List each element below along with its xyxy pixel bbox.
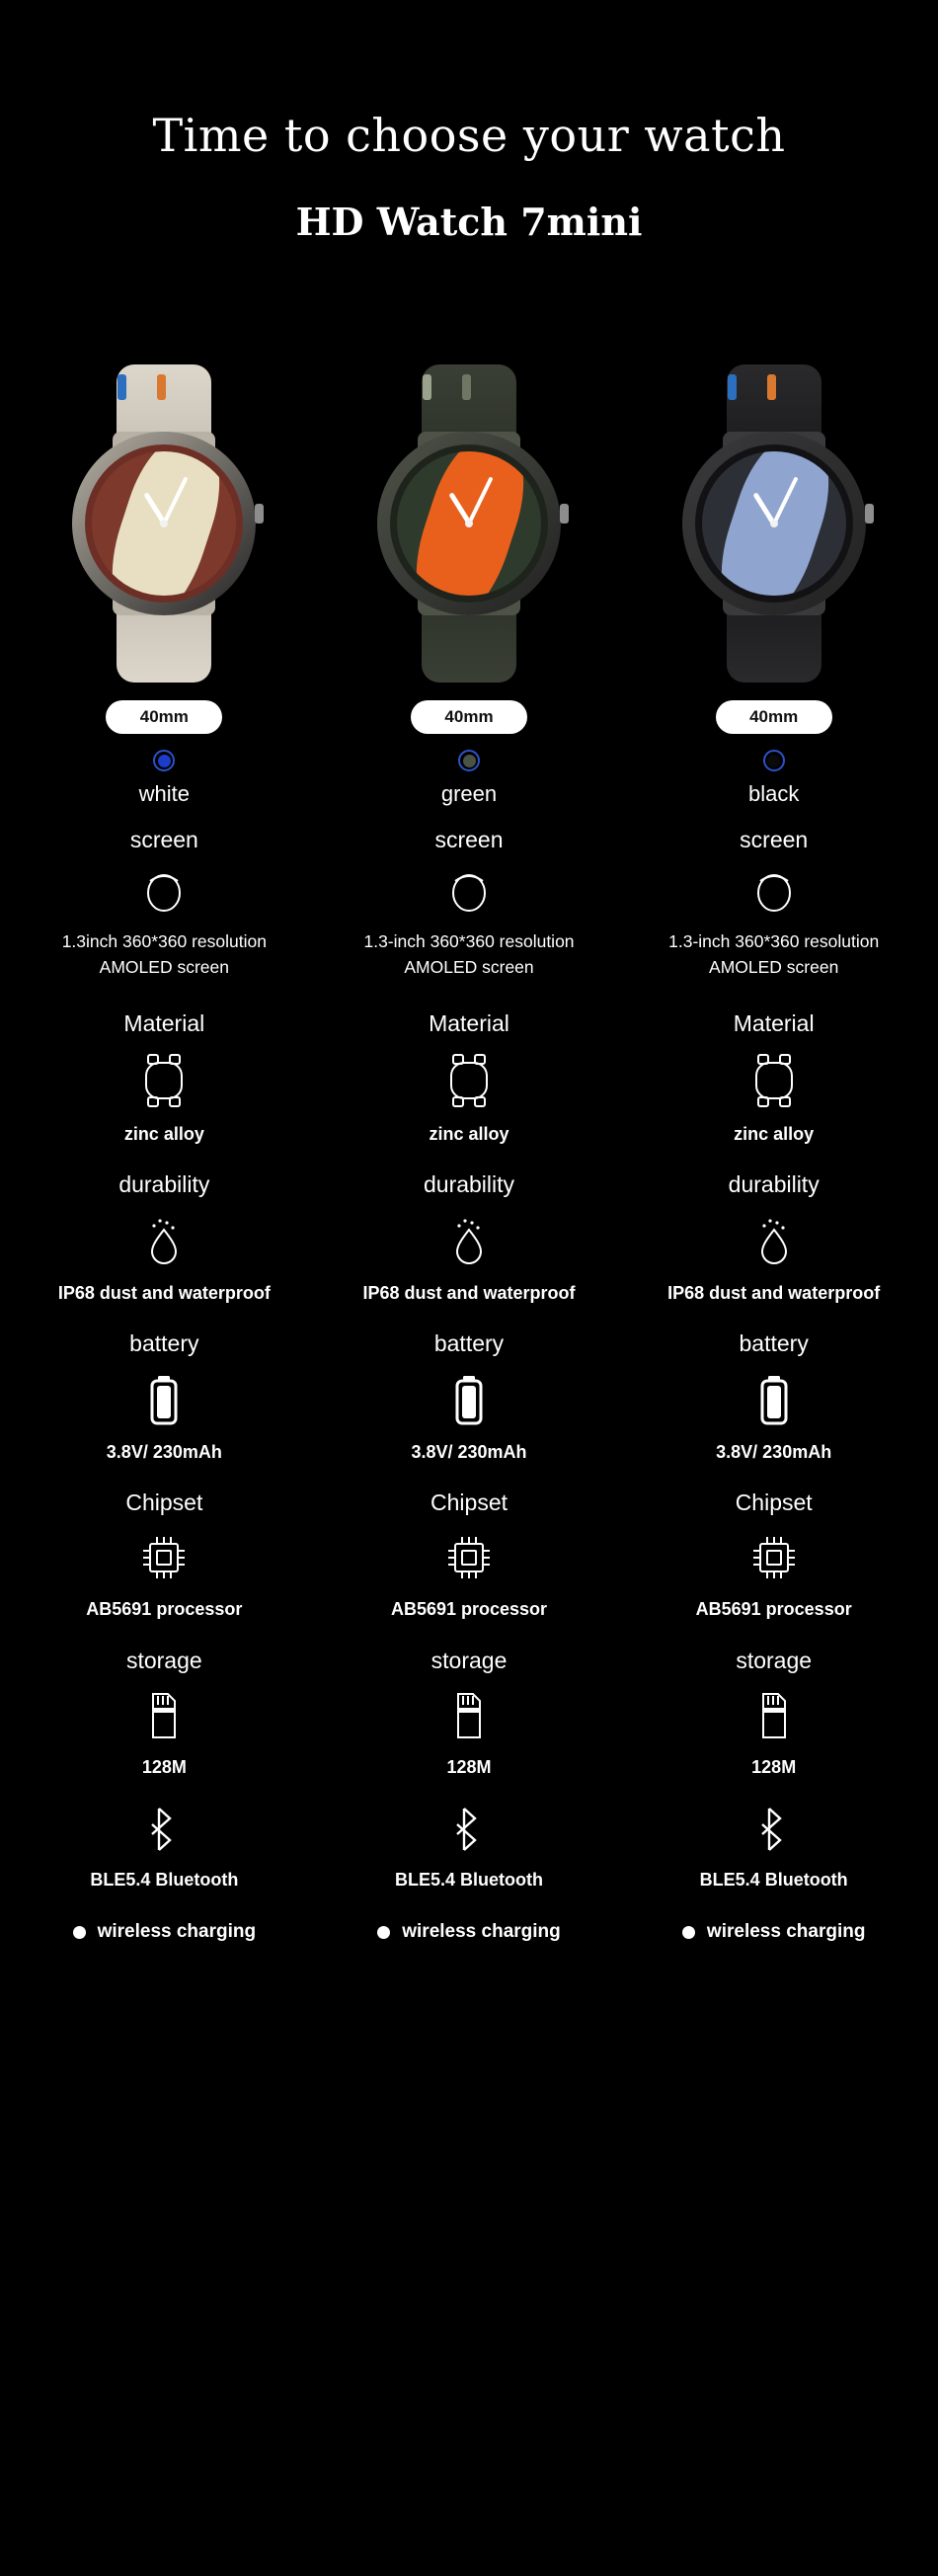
bluetooth-icon — [147, 1805, 181, 1854]
watch-case-icon — [443, 1053, 495, 1108]
variant-column-black — [621, 361, 926, 1982]
bullet-dot-icon — [377, 1926, 390, 1939]
durability-heading: durability — [728, 1170, 820, 1197]
product-name: HD Watch 7mini — [295, 200, 643, 244]
bluetooth-value: BLE5.4 Bluetooth — [699, 1869, 848, 1890]
chip-icon — [138, 1532, 190, 1583]
durability-heading: durability — [118, 1170, 210, 1197]
watch-image-white — [40, 361, 287, 686]
charging-value: wireless charging — [706, 1921, 866, 1943]
size-pill-green[interactable]: 40mm — [411, 700, 527, 734]
chipset-heading: Chipset — [735, 1489, 813, 1516]
page-title: Time to choose your watch — [152, 109, 786, 162]
storage-heading: storage — [430, 1647, 508, 1673]
watch-screen-icon — [144, 869, 184, 915]
bluetooth-value: BLE5.4 Bluetooth — [395, 1869, 544, 1890]
storage-value: 128M — [751, 1756, 797, 1777]
charging-row — [73, 1921, 257, 1943]
charging-value: wireless charging — [402, 1921, 561, 1943]
battery-value: 3.8V/ 230mAh — [106, 1442, 222, 1463]
durability-value: IP68 dust and waterproof — [667, 1282, 881, 1303]
storage-heading: storage — [736, 1647, 813, 1673]
watch-image-green — [346, 361, 592, 686]
material-value: zinc alloy — [123, 1123, 204, 1144]
water-drop-icon — [444, 1214, 494, 1267]
size-pill-black[interactable]: 40mm — [716, 700, 832, 734]
watch-image-black — [651, 361, 898, 686]
color-swatch-black[interactable] — [763, 750, 785, 771]
chip-icon — [748, 1532, 800, 1583]
color-swatch-white[interactable] — [153, 750, 175, 771]
chipset-value: AB5691 processor — [86, 1599, 243, 1620]
chip-icon — [443, 1532, 495, 1583]
material-value: zinc alloy — [429, 1123, 509, 1144]
bluetooth-value: BLE5.4 Bluetooth — [90, 1869, 239, 1890]
storage-value: 128M — [141, 1756, 187, 1777]
charging-row — [377, 1921, 561, 1943]
material-heading: Material — [123, 1009, 205, 1036]
resolution-text-green: 1.3-inch 360*360 resolution AMOLED screen — [363, 931, 575, 978]
storage-value: 128M — [446, 1756, 492, 1777]
battery-value: 3.8V/ 230mAh — [716, 1442, 832, 1463]
bluetooth-icon — [757, 1805, 791, 1854]
battery-value: 3.8V/ 230mAh — [411, 1442, 527, 1463]
watch-screen-icon — [449, 869, 489, 915]
bullet-dot-icon — [682, 1926, 695, 1939]
variant-column-green — [317, 361, 622, 1982]
material-heading: Material — [733, 1009, 815, 1036]
resolution-text-white: 1.3inch 360*360 resolution AMOLED screen — [61, 931, 267, 978]
water-drop-icon — [749, 1214, 799, 1267]
color-swatch-green[interactable] — [458, 750, 480, 771]
size-pill-white[interactable]: 40mm — [106, 700, 222, 734]
charging-value: wireless charging — [97, 1921, 257, 1943]
battery-icon — [450, 1373, 488, 1426]
battery-heading: battery — [739, 1330, 809, 1357]
screen-heading: screen — [740, 827, 809, 852]
memory-card-icon — [752, 1690, 796, 1741]
screen-heading: screen — [129, 827, 198, 852]
durability-value: IP68 dust and waterproof — [362, 1282, 576, 1303]
battery-icon — [755, 1373, 793, 1426]
material-heading: Material — [429, 1009, 509, 1036]
water-drop-icon — [139, 1214, 189, 1267]
color-name-black: black — [748, 781, 800, 806]
battery-icon — [145, 1373, 183, 1426]
watch-case-icon — [138, 1053, 190, 1108]
chipset-heading: Chipset — [430, 1489, 508, 1516]
battery-heading: battery — [433, 1330, 505, 1357]
durability-heading: durability — [423, 1170, 515, 1197]
storage-heading: storage — [125, 1647, 202, 1673]
resolution-text-black: 1.3-inch 360*360 resolution AMOLED screen — [668, 931, 880, 978]
memory-card-icon — [447, 1690, 491, 1741]
watch-screen-icon — [754, 869, 794, 915]
color-name-white: white — [138, 781, 191, 806]
variant-columns — [0, 361, 938, 1982]
memory-card-icon — [142, 1690, 186, 1741]
variant-column-white — [12, 361, 317, 1982]
durability-value: IP68 dust and waterproof — [57, 1282, 271, 1303]
battery-heading: battery — [129, 1330, 199, 1357]
chipset-heading: Chipset — [125, 1489, 203, 1516]
chipset-value: AB5691 processor — [695, 1599, 852, 1620]
watch-case-icon — [748, 1053, 800, 1108]
bluetooth-icon — [452, 1805, 486, 1854]
charging-row — [682, 1921, 866, 1943]
chipset-value: AB5691 processor — [390, 1599, 548, 1620]
material-value: zinc alloy — [734, 1123, 815, 1144]
color-name-green: green — [440, 781, 498, 806]
screen-heading: screen — [434, 827, 504, 852]
bullet-dot-icon — [73, 1926, 86, 1939]
